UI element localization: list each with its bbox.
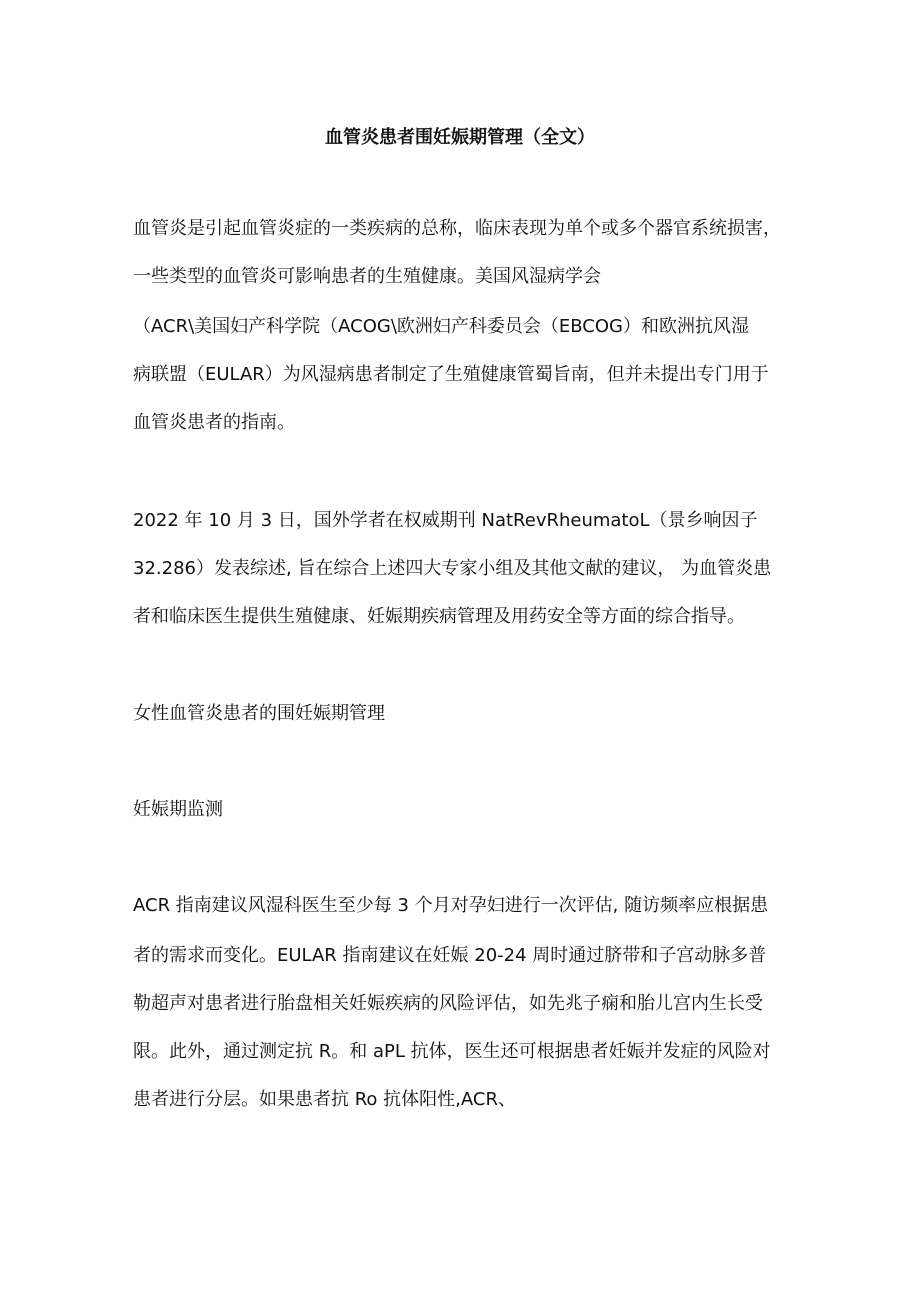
paragraph-3-line: 者的需求而变化。EULAR 指南建议在妊娠 20-24 周时通过脐带和子宫动脉多普 bbox=[133, 945, 767, 966]
paragraph-3-line: 限。此外，通过测定抗 R。和 aPL 抗体，医生还可根据患者妊娠并发症的风险对 bbox=[133, 1041, 771, 1062]
paragraph-1-line: 血管炎是引起血管炎症的一类疾病的总称，临床表现为单个或多个器官系统损害， bbox=[133, 218, 781, 239]
paragraph-1-line: 病联盟（EULAR）为风湿病患者制定了生殖健康管蜀旨南，但并未提出专门用于 bbox=[133, 364, 769, 385]
paragraph-2-line: 32.286）发表综述, 旨在综合上述四大专家小组及其他文献的建议， 为血管炎患 bbox=[133, 558, 772, 579]
paragraph-2-line: 者和临床医生提供生殖健康、妊娠期疾病管理及用药安全等方面的综合指导。 bbox=[133, 606, 745, 627]
paragraph-3-line: ACR 指南建议风湿科医生至少每 3 个月对孕妇进行一次评估, 随访频率应根据患 bbox=[133, 895, 769, 916]
paragraph-1-line: 一些类型的血管炎可影响患者的生殖健康。美国风湿病学会 bbox=[133, 266, 601, 287]
section-heading: 女性血管炎患者的围妊娠期管理 bbox=[133, 703, 385, 724]
paragraph-1-line: （ACR\美国妇产科学院（ACOG\欧洲妇产科委员会（EBCOG）和欧洲抗风湿 bbox=[133, 316, 749, 337]
subsection-heading: 妊娠期监测 bbox=[133, 799, 223, 820]
paragraph-1-line: 血管炎患者的指南。 bbox=[133, 412, 295, 433]
paragraph-3-line: 勒超声对患者进行胎盘相关妊娠疾病的风险评估，如先兆子痫和胎儿宫内生长受 bbox=[133, 993, 763, 1014]
paragraph-3-line: 患者进行分层。如果患者抗 Ro 抗体阳性,ACR、 bbox=[133, 1089, 516, 1110]
document-title: 血管炎患者围妊娠期管理（全文） bbox=[325, 127, 595, 148]
paragraph-2-line: 2022 年 10 月 3 日，国外学者在权威期刊 NatRevRheumatoL（景乡响因子 bbox=[133, 510, 758, 531]
